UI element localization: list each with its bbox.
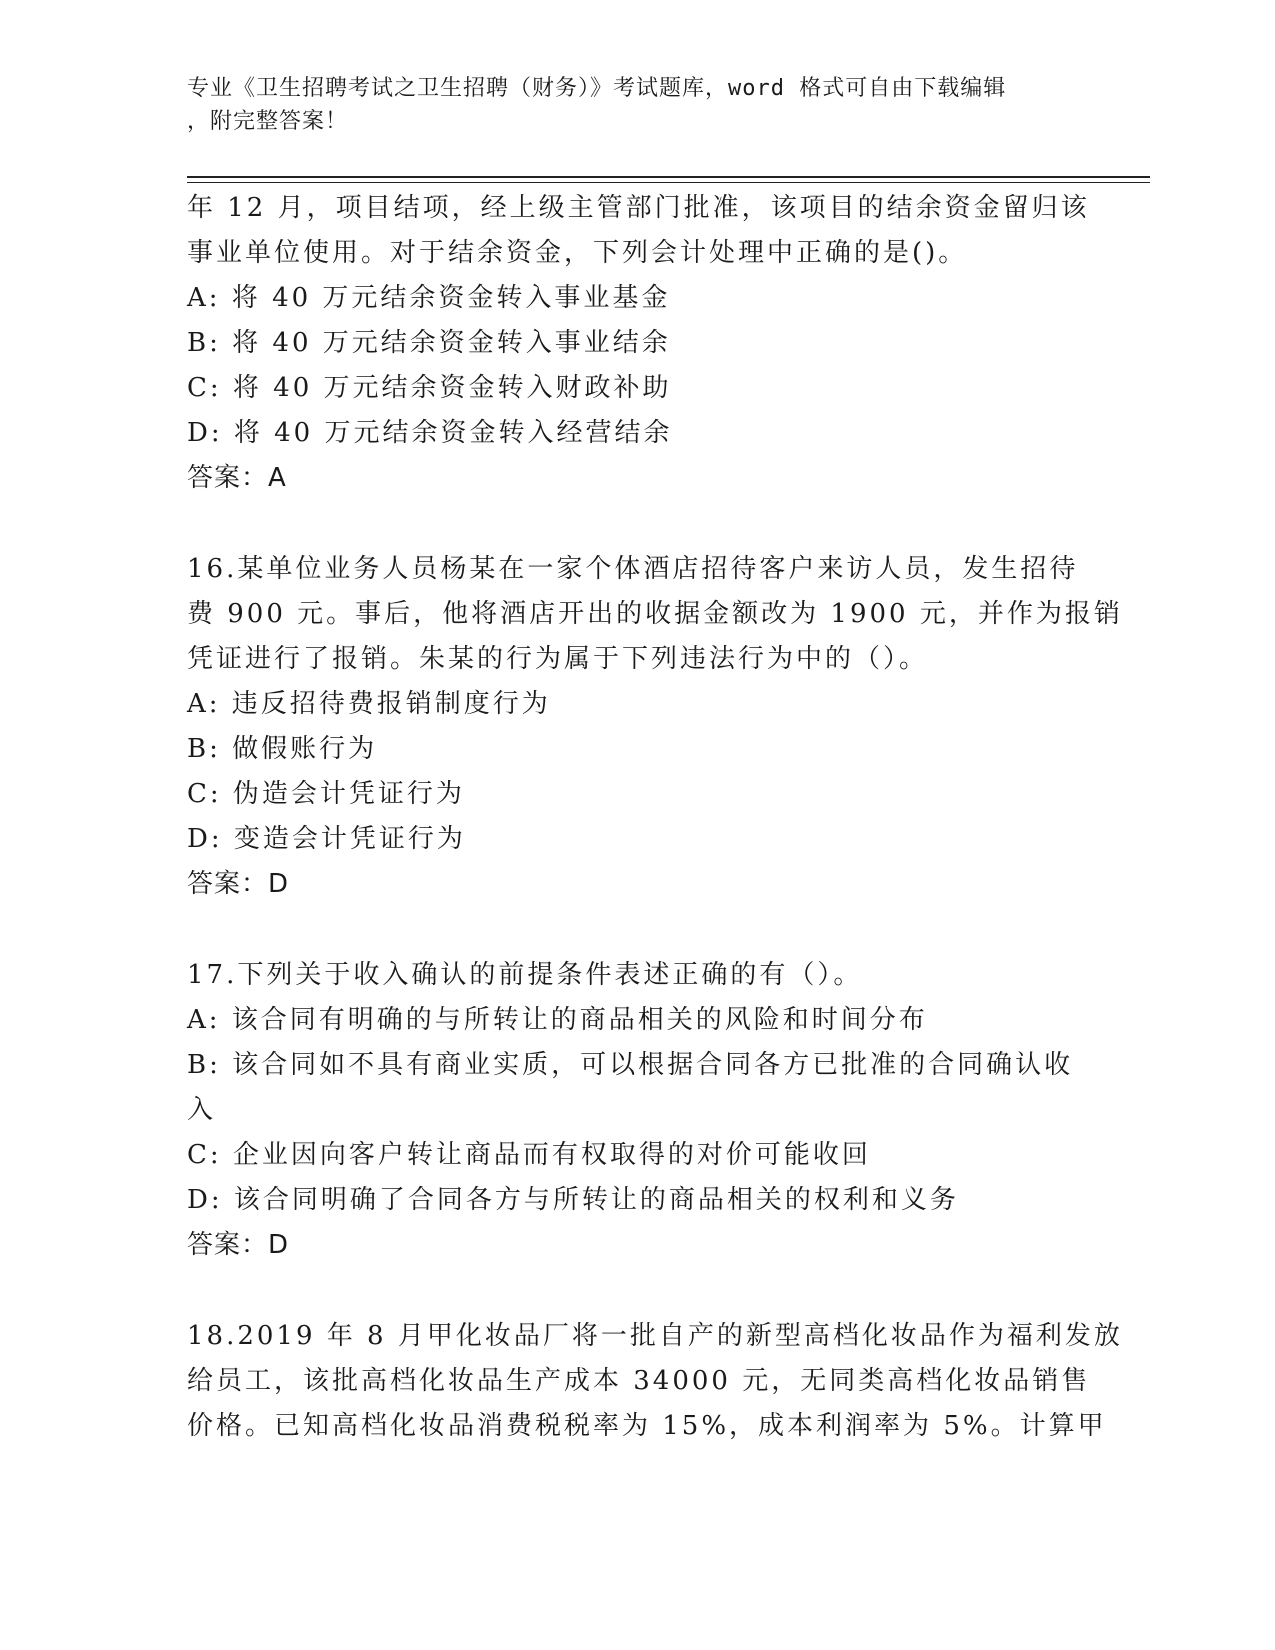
header-line-2: ，附完整答案！ <box>187 109 349 134</box>
option-c: C: 企业因向客户转让商品而有权取得的对价可能收回 <box>187 1140 871 1170</box>
question-text-line: 凭证进行了报销。朱某的行为属于下列违法行为中的（）。 <box>187 644 929 674</box>
option-a: A: 该合同有明确的与所转让的商品相关的风险和时间分布 <box>187 1005 928 1035</box>
question-16 <box>187 547 1123 907</box>
question-15 <box>187 186 1090 501</box>
question-text-line: 价格。已知高档化妆品消费税税率为 15%，成本利润率为 5%。计算甲 <box>187 1411 1107 1441</box>
option-c: C: 伪造会计凭证行为 <box>187 779 465 809</box>
question-17 <box>187 953 1087 1268</box>
answer-line: 答案：D <box>187 869 290 899</box>
question-text-line: 给员工，该批高档化妆品生产成本 34000 元，无同类高档化妆品销售 <box>187 1366 1091 1396</box>
question-text-line: 16.某单位业务人员杨某在一家个体酒店招待客户来访人员，发生招待 <box>187 554 1079 584</box>
option-d: D: 该合同明确了合同各方与所转让的商品相关的权利和义务 <box>187 1185 959 1215</box>
document-header <box>187 72 1067 138</box>
option-b: B: 做假账行为 <box>187 734 378 764</box>
question-text-line: 费 900 元。事后，他将酒店开出的收据金额改为 1900 元，并作为报销 <box>187 599 1123 629</box>
option-b: B: 该合同如不具有商业实质，可以根据合同各方已批准的合同确认收 <box>187 1050 1074 1080</box>
option-b: B: 将 40 万元结余资金转入事业结余 <box>187 328 671 358</box>
option-d: D: 变造会计凭证行为 <box>187 824 466 854</box>
option-a: A: 将 40 万元结余资金转入事业基金 <box>187 283 671 313</box>
header-rule-thick <box>187 176 1150 178</box>
option-c: C: 将 40 万元结余资金转入财政补助 <box>187 373 672 403</box>
header-line-1: 专业《卫生招聘考试之卫生招聘（财务）》考试题库，word 格式可自由下载编辑 <box>187 76 1007 101</box>
question-text-line: 年 12 月，项目结项，经上级主管部门批准，该项目的结余资金留归该 <box>187 193 1090 223</box>
option-d: D: 将 40 万元结余资金转入经营结余 <box>187 418 673 448</box>
question-18 <box>187 1314 1123 1449</box>
header-rule-thin <box>187 182 1150 183</box>
option-a: A: 违反招待费报销制度行为 <box>187 689 551 719</box>
document-body <box>187 186 1123 1449</box>
question-text-line: 事业单位使用。对于结余资金，下列会计处理中正确的是()。 <box>187 238 968 268</box>
answer-line: 答案：D <box>187 1230 290 1260</box>
question-text-line: 18.2019 年 8 月甲化妆品厂将一批自产的新型高档化妆品作为福利发放 <box>187 1321 1123 1351</box>
option-b-continued: 入 <box>187 1095 217 1125</box>
answer-line: 答案：A <box>187 463 287 493</box>
question-text-line: 17.下列关于收入确认的前提条件表述正确的有（）。 <box>187 960 863 990</box>
